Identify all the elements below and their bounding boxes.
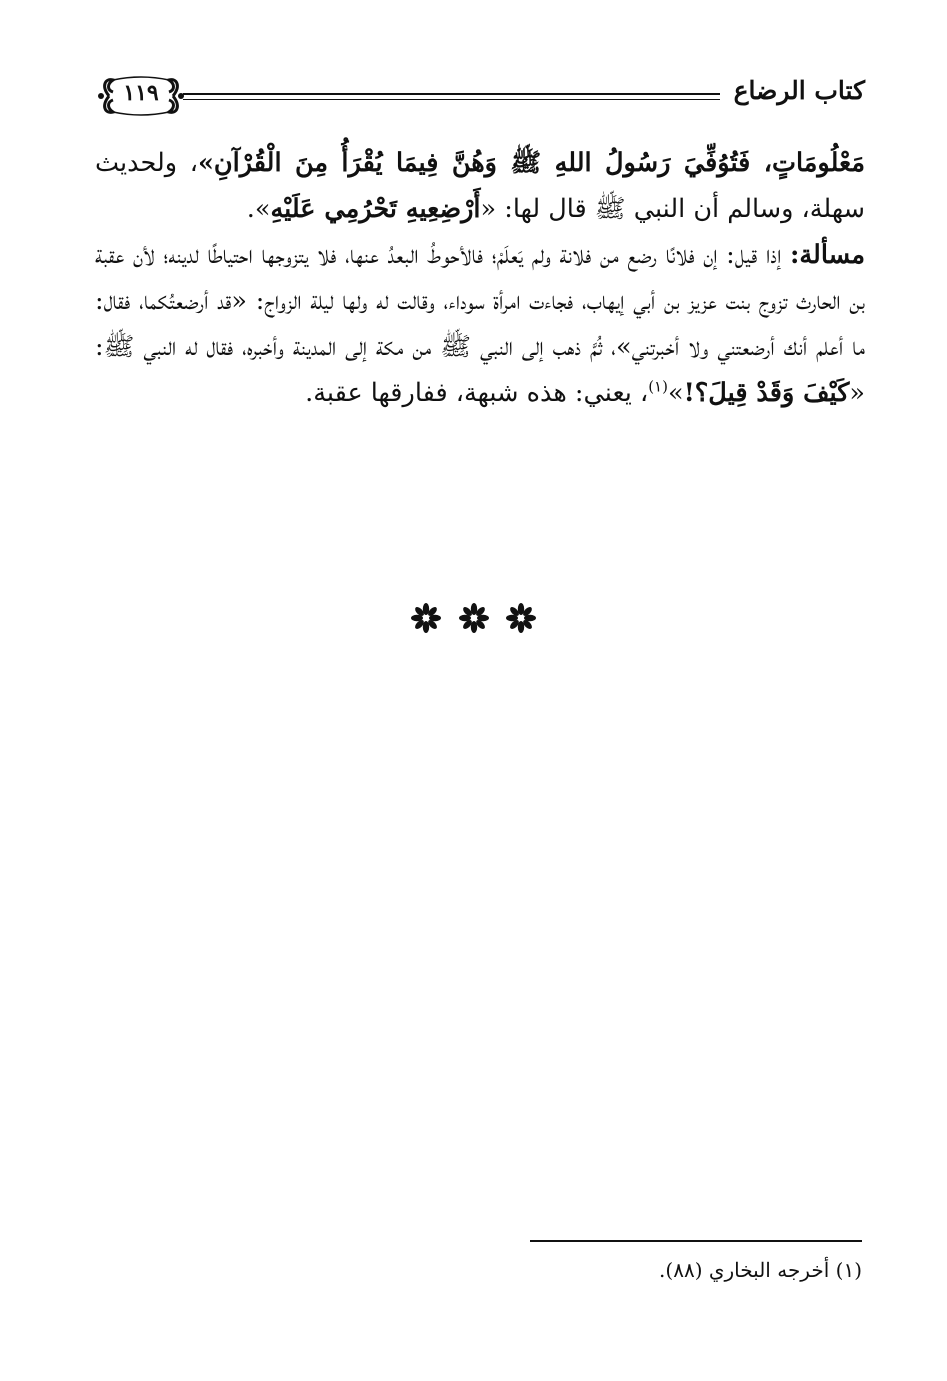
footnote-rule [530, 1240, 862, 1242]
flower-icon [411, 603, 441, 633]
page-header [95, 72, 865, 122]
main-text [95, 140, 865, 416]
header-rule [183, 93, 720, 95]
flower-icon [459, 603, 489, 633]
footnote-reference[interactable]: (١) [648, 377, 668, 396]
quran-quote: مَعْلُومَاتٍ، فَتُوُفِّيَ رَسُولُ اللهِ ﷺ وَهُنَّ فِيمَا يُقْرَأُ مِنَ الْقُرْآنِ» [197, 148, 865, 178]
footnote: (١) أخرجه البخاري (٨٨). [659, 1258, 862, 1282]
paragraph-text: » [667, 378, 684, 408]
hadith-quote: كَيْفَ وَقَدْ قِيلَ؟! [683, 378, 850, 408]
section-separator [0, 603, 947, 637]
issue-label: مسألة: [789, 240, 865, 270]
chapter-title: كتاب الرضاع [733, 76, 865, 105]
page-number: ١١٩ [123, 80, 159, 106]
paragraph-text: ، يعني: هذه شبهة، ففارقها عقبة. [305, 378, 649, 408]
paragraph-text: ». [246, 194, 271, 224]
flower-icon [506, 603, 536, 633]
paragraph [95, 140, 865, 232]
paragraph-text: إذا قيل: إن فلانًا رضع من فلانة ولم يَعلَمْ؛ فالأحوطُ البعدُ عنها، فلا يتزوجها احتياطًا لدينه؛ لأن عقبة بن الحارث تزوج بنت عزيز بن أبي إيهاب، فجاءت امرأة سوداء، وقالت له ولها ليلة الزواج: «قد أرضعتُكما، فقال: ما أعلم أنك أرضعتني ولا أخبرتني»، ثُمَّ ذهب إلى النبي ﷺ من مكة إلى المدينة وأخبره، فقال له النبي ﷺ: « [95, 240, 865, 408]
header-rule-thin [183, 99, 720, 100]
paragraph [95, 232, 865, 416]
hadith-quote: أَرْضِعِيهِ تَحْرُمِي عَلَيْهِ [270, 194, 481, 224]
paragraph-text: ، ولحديث سهلة، وسالم أن النبي ﷺ قال لها: « [95, 148, 865, 224]
